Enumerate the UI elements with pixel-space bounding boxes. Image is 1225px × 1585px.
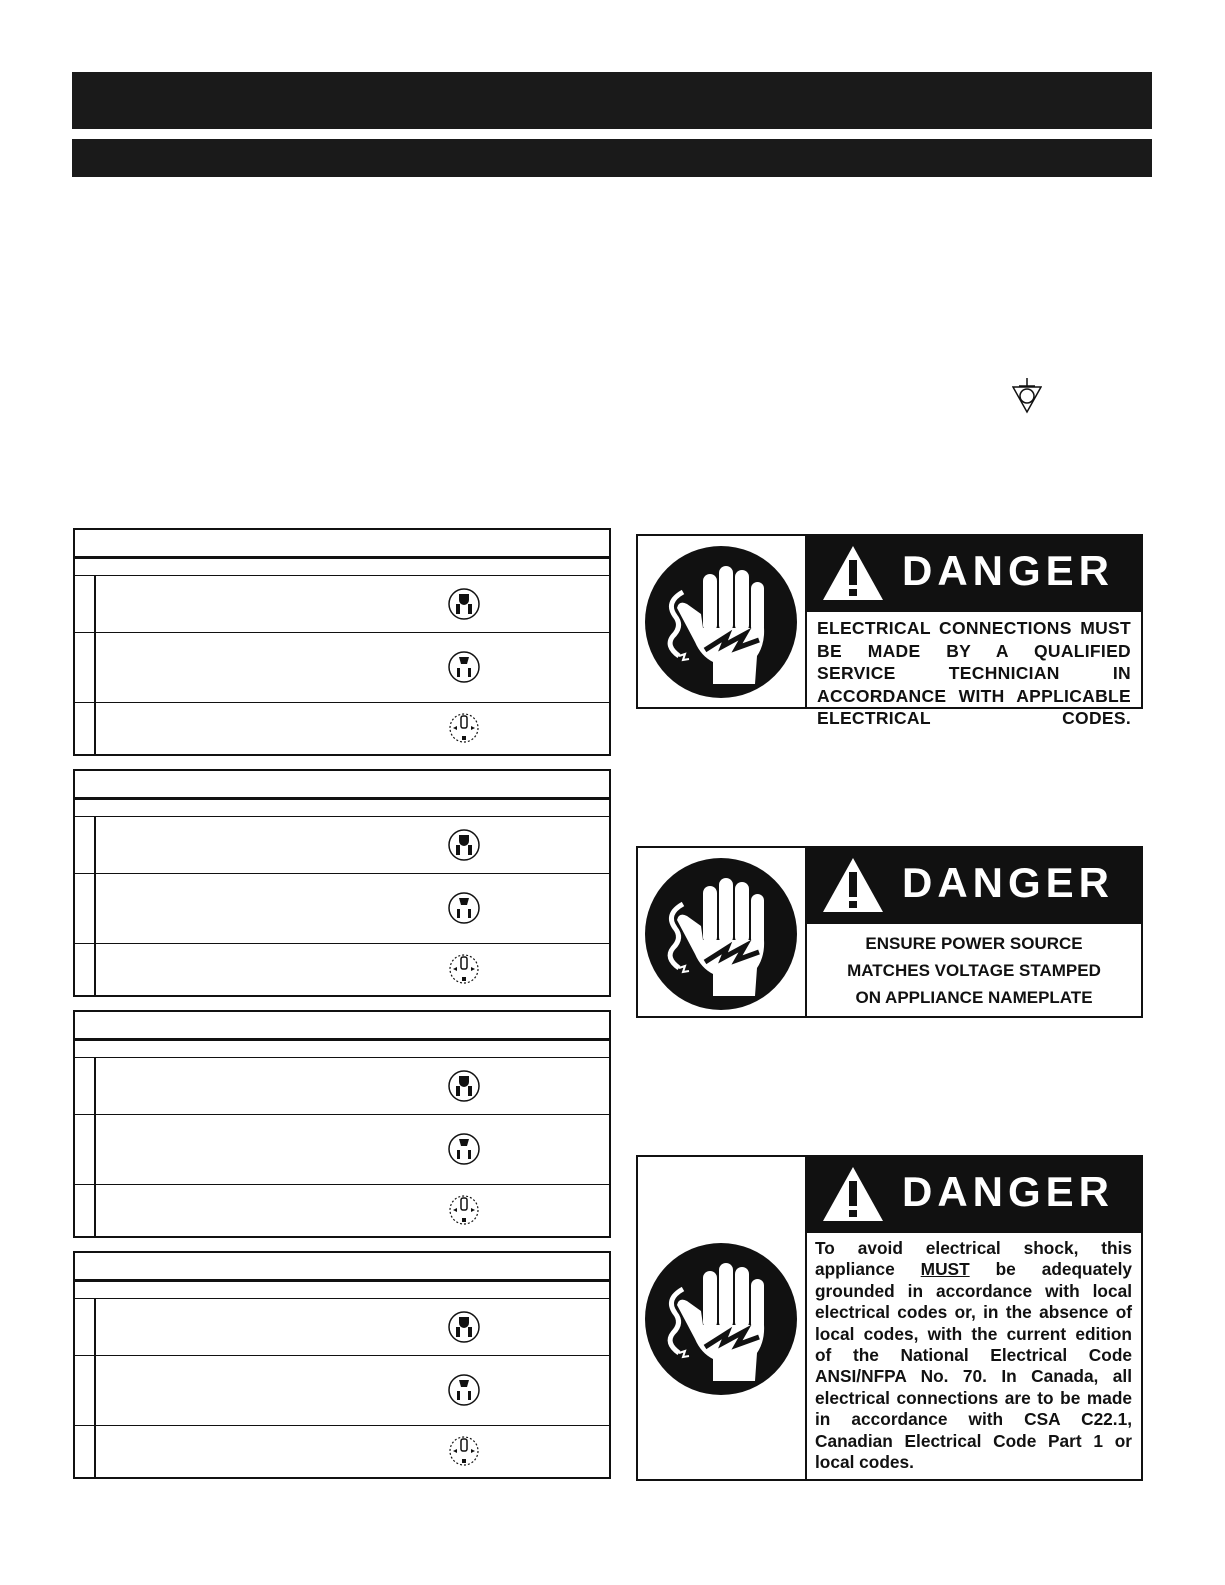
danger-banner — [807, 536, 1141, 612]
danger-banner — [807, 848, 1141, 924]
electric-shock-hand-icon — [643, 544, 799, 700]
danger-message-line: MATCHES VOLTAGE STAMPED — [847, 961, 1101, 980]
danger-message — [807, 924, 1141, 1016]
table-row — [75, 1185, 609, 1236]
danger-message-line: ANSI/NFPA No. 70. In Canada, all — [815, 1366, 1132, 1387]
danger-banner — [807, 1157, 1141, 1233]
table-row — [75, 1115, 609, 1185]
table-row — [75, 817, 609, 874]
3-prong-outlet-icon — [447, 650, 481, 684]
danger-message-line: electrical codes or, in the absence of — [815, 1302, 1132, 1323]
table-subheader — [75, 559, 609, 576]
twist-lock-outlet-icon — [447, 711, 481, 745]
table-header — [75, 1012, 609, 1041]
danger-message-line: To avoid electrical shock, this — [815, 1238, 1132, 1258]
danger-message-line: ON APPLIANCE NAMEPLATE — [855, 988, 1093, 1007]
danger-message-line: ENSURE POWER SOURCE — [865, 934, 1083, 953]
3-prong-outlet-icon — [447, 828, 481, 862]
table-row — [75, 633, 609, 703]
twist-lock-outlet-icon — [447, 1434, 481, 1468]
danger-message-line: Canadian Electrical Code Part 1 or — [815, 1430, 1132, 1451]
3-prong-outlet-icon — [447, 1310, 481, 1344]
table-subheader — [75, 800, 609, 817]
3-prong-outlet-icon — [447, 891, 481, 925]
danger-message-line: local codes. — [815, 1452, 914, 1473]
table-header — [75, 530, 609, 559]
3-prong-outlet-icon — [447, 1069, 481, 1103]
table-row — [75, 703, 609, 754]
danger-message-line: in accordance with CSA C22.1, — [815, 1409, 1132, 1430]
receptacle-table-2 — [73, 769, 611, 997]
danger-heading: DANGER — [902, 547, 1115, 594]
subtitle-bar — [72, 139, 1152, 177]
danger-heading: DANGER — [902, 859, 1115, 906]
table-row — [75, 1426, 609, 1477]
danger-heading: DANGER — [902, 1168, 1115, 1215]
warning-triangle-icon — [821, 1165, 885, 1223]
warning-triangle-icon — [821, 544, 885, 602]
ground-symbol-icon — [1012, 378, 1042, 414]
table-header — [75, 771, 609, 800]
table-subheader — [75, 1282, 609, 1299]
table-subheader — [75, 1041, 609, 1058]
danger-label-voltage — [636, 846, 1143, 1018]
3-prong-outlet-icon — [447, 1373, 481, 1407]
shock-hazard-pictogram — [638, 536, 807, 707]
3-prong-outlet-icon — [447, 1132, 481, 1166]
danger-message-line: appliance MUST be adequately — [815, 1259, 1132, 1280]
warning-triangle-icon — [821, 856, 885, 914]
table-row — [75, 576, 609, 633]
danger-message-line: electrical connections are to be made — [815, 1387, 1132, 1408]
3-prong-outlet-icon — [447, 587, 481, 621]
receptacle-table-3 — [73, 1010, 611, 1238]
danger-label-grounding — [636, 1155, 1143, 1481]
receptacle-table-1 — [73, 528, 611, 756]
shock-hazard-pictogram — [638, 848, 807, 1016]
table-row — [75, 1058, 609, 1115]
danger-message-text: ELECTRICAL CONNECTIONS MUST BE MADE BY A QUALIFIED SERVICE TECHNICIAN IN ACCORDANCE WITH APPLICABLE ELECTRICAL CODES. — [817, 618, 1131, 728]
table-row — [75, 874, 609, 944]
table-row — [75, 944, 609, 995]
danger-message — [807, 612, 1141, 728]
table-row — [75, 1356, 609, 1426]
danger-message-line: of the National Electrical Code — [815, 1345, 1132, 1366]
table-header — [75, 1253, 609, 1282]
danger-label-qualified-technician — [636, 534, 1143, 728]
danger-message — [807, 1233, 1141, 1479]
shock-hazard-pictogram — [638, 1157, 807, 1479]
danger-message-line: local codes, with the current edition — [815, 1323, 1132, 1344]
electric-shock-hand-icon — [643, 856, 799, 1012]
danger-message-line: grounded in accordance with local — [815, 1280, 1132, 1301]
electric-shock-hand-icon — [643, 1241, 799, 1397]
title-bar — [72, 72, 1152, 129]
receptacle-table-4 — [73, 1251, 611, 1479]
twist-lock-outlet-icon — [447, 1193, 481, 1227]
table-row — [75, 1299, 609, 1356]
twist-lock-outlet-icon — [447, 952, 481, 986]
